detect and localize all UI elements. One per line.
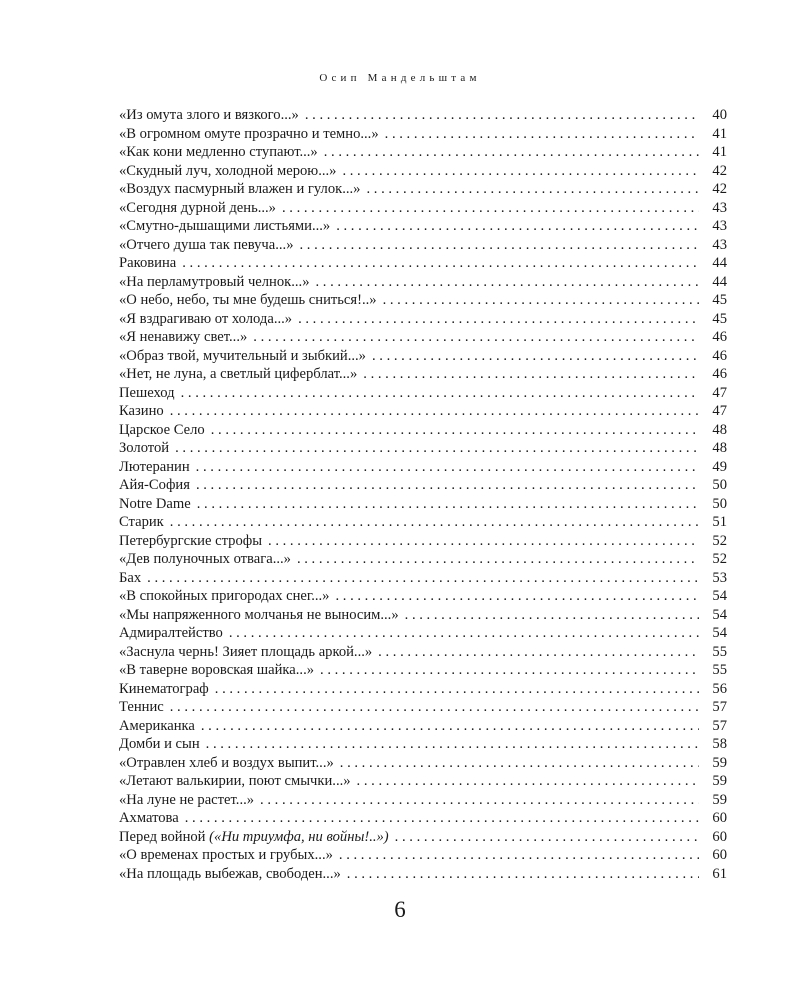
toc-entry-page: 59 <box>712 773 727 789</box>
toc-entry <box>119 143 727 162</box>
toc-entry-title-text: Старик <box>119 514 164 530</box>
toc-entry-title-text: Петербургские строфы <box>119 532 263 549</box>
toc-entry-title-text: Домби и сын <box>119 736 200 752</box>
toc-entry-title-text: Лютеранин <box>119 458 190 475</box>
toc-entry <box>119 347 727 366</box>
toc-entry-page: 56 <box>712 680 727 697</box>
toc-entry <box>119 550 727 569</box>
toc-entry-title <box>119 273 316 292</box>
toc-entry-page: 61 <box>712 865 727 882</box>
toc-entry-title-text: «На площадь выбежав, свободен...» <box>119 865 341 882</box>
toc-entry-title <box>119 661 320 680</box>
dot-leader <box>268 532 699 551</box>
toc-entry <box>119 162 727 181</box>
toc-entry-page: 41 <box>712 125 727 142</box>
toc-entry-title <box>119 476 196 495</box>
dot-leader <box>282 199 699 218</box>
toc-entry-page: 43 <box>712 218 727 234</box>
toc-entry <box>119 254 727 273</box>
dot-leader <box>305 106 699 125</box>
toc-entry-title <box>119 846 339 865</box>
toc-entry-title <box>119 347 372 366</box>
dot-leader <box>147 569 699 588</box>
dot-leader <box>201 717 699 736</box>
toc-entry <box>119 402 727 421</box>
toc-entry-title-text: Перед войной <box>119 828 206 845</box>
dot-leader <box>215 680 699 699</box>
dot-leader <box>357 772 699 791</box>
toc-entry-title <box>119 106 305 125</box>
toc-entry-page: 59 <box>712 754 727 771</box>
dot-leader <box>297 550 699 569</box>
toc-entry-title <box>119 439 175 458</box>
dot-leader <box>378 643 699 662</box>
toc-entry-title-text: Пешеход <box>119 384 175 401</box>
toc-entry-title-text: Золотой <box>119 440 170 456</box>
dot-leader <box>342 162 699 181</box>
toc-entry-title <box>119 310 298 329</box>
toc-entry <box>119 772 727 791</box>
toc-entry <box>119 291 727 310</box>
toc-entry-title-text: «На перламутровый челнок...» <box>119 273 310 290</box>
toc-entry-title <box>119 828 395 847</box>
toc-entry <box>119 865 727 884</box>
toc-entry <box>119 106 727 125</box>
dot-leader <box>335 587 699 606</box>
toc-entry <box>119 439 727 458</box>
toc-entry-title <box>119 421 211 440</box>
toc-entry-page: 60 <box>712 810 727 826</box>
toc-entry <box>119 828 727 847</box>
toc-entry-title-text: «Дев полуночных отвага...» <box>119 551 291 567</box>
toc-entry <box>119 643 727 662</box>
toc-entry-page: 43 <box>712 236 727 253</box>
toc-entry-title <box>119 569 147 588</box>
dot-leader <box>385 125 699 144</box>
toc-entry <box>119 458 727 477</box>
toc-entry <box>119 328 727 347</box>
toc-entry-title-text: «Нет, не луна, а светлый циферблат...» <box>119 366 358 382</box>
toc-entry-page: 52 <box>712 532 727 549</box>
toc-entry <box>119 606 727 625</box>
toc-entry-page: 49 <box>712 458 727 475</box>
toc-entry <box>119 125 727 144</box>
toc-entry-title-text: «На луне не растет...» <box>119 791 255 808</box>
toc-entry-title-text: «Заснула чернь! Зияет площадь аркой...» <box>119 643 373 660</box>
toc-entry <box>119 365 727 384</box>
table-of-contents <box>119 106 727 883</box>
toc-entry-page: 58 <box>712 736 727 752</box>
toc-entry-title <box>119 254 182 273</box>
toc-entry <box>119 569 727 588</box>
toc-entry-title-text: «В спокойных пригородах снег...» <box>119 588 330 604</box>
toc-entry-page: 48 <box>712 421 727 438</box>
toc-entry-title <box>119 328 253 347</box>
dot-leader <box>170 402 699 421</box>
toc-entry-title <box>119 587 335 606</box>
toc-entry-page: 57 <box>712 717 727 734</box>
dot-leader <box>340 754 699 773</box>
toc-entry-subtitle: («Ни триумфа, ни войны!..») <box>209 828 389 845</box>
toc-entry <box>119 587 727 606</box>
toc-entry-page: 46 <box>712 347 727 364</box>
toc-entry-title <box>119 865 347 884</box>
toc-entry-page: 45 <box>712 292 727 308</box>
toc-entry <box>119 754 727 773</box>
toc-entry-title <box>119 513 170 532</box>
toc-entry-title-text: «Я вздрагиваю от холода...» <box>119 310 293 327</box>
toc-entry-title <box>119 698 170 717</box>
toc-entry-title <box>119 717 201 736</box>
toc-entry-title-text: «В таверне воровская шайка...» <box>119 662 315 678</box>
dot-leader <box>181 384 699 403</box>
dot-leader <box>336 217 699 236</box>
toc-entry-title <box>119 458 196 477</box>
toc-entry <box>119 273 727 292</box>
dot-leader <box>339 846 699 865</box>
toc-entry-page: 46 <box>712 366 727 382</box>
toc-entry-title-text: Царское Село <box>119 421 205 438</box>
toc-entry-title <box>119 402 170 421</box>
running-head: Осип Мандельштам <box>319 72 481 84</box>
dot-leader <box>170 513 699 532</box>
toc-entry <box>119 310 727 329</box>
toc-entry-title <box>119 643 378 662</box>
dot-leader <box>229 624 699 643</box>
toc-entry-title <box>119 735 206 754</box>
toc-entry-title <box>119 550 297 569</box>
toc-entry-title-text: «Из омута злого и вязкого...» <box>119 107 299 123</box>
toc-entry <box>119 217 727 236</box>
toc-entry <box>119 717 727 736</box>
toc-entry <box>119 661 727 680</box>
toc-entry-title <box>119 365 363 384</box>
toc-entry-title <box>119 143 324 162</box>
toc-entry-page: 47 <box>712 403 727 419</box>
toc-entry-title-text: Теннис <box>119 699 164 715</box>
dot-leader <box>206 735 699 754</box>
toc-entry-title <box>119 291 383 310</box>
toc-entry-title <box>119 217 336 236</box>
toc-entry-title <box>119 199 282 218</box>
toc-entry <box>119 199 727 218</box>
toc-entry-page: 42 <box>712 181 727 197</box>
dot-leader <box>405 606 699 625</box>
toc-entry-page: 46 <box>712 329 727 345</box>
dot-leader <box>170 698 699 717</box>
toc-entry-page: 55 <box>712 643 727 660</box>
toc-entry-page: 60 <box>712 847 727 863</box>
toc-entry-title-text: Американка <box>119 717 195 734</box>
toc-entry <box>119 809 727 828</box>
toc-entry-title <box>119 606 405 625</box>
toc-entry-title-text: «Смутно-дышащими листьями...» <box>119 218 331 234</box>
toc-entry-title <box>119 809 185 828</box>
dot-leader <box>316 273 700 292</box>
toc-entry-page: 54 <box>712 588 727 604</box>
dot-leader <box>185 809 699 828</box>
toc-entry-page: 41 <box>712 144 727 160</box>
toc-entry <box>119 791 727 810</box>
toc-entry-page: 48 <box>712 440 727 456</box>
toc-entry <box>119 384 727 403</box>
toc-entry-page: 54 <box>712 606 727 623</box>
dot-leader <box>182 254 699 273</box>
toc-entry-title-text: Айя-София <box>119 477 190 493</box>
toc-entry-page: 51 <box>712 514 727 530</box>
dot-leader <box>383 291 699 310</box>
toc-entry-title <box>119 384 181 403</box>
toc-entry-title <box>119 162 342 181</box>
dot-leader <box>320 661 699 680</box>
dot-leader <box>196 458 699 477</box>
toc-entry-title-text: «Образ твой, мучительный и зыбкий...» <box>119 347 366 364</box>
toc-entry <box>119 236 727 255</box>
toc-entry-title <box>119 624 229 643</box>
toc-entry-title <box>119 680 215 699</box>
toc-entry-title-text: «Летают валькирии, поют смычки...» <box>119 773 351 789</box>
toc-entry-page: 50 <box>712 477 727 493</box>
page-number: 6 <box>394 897 406 922</box>
toc-entry-title-text: Ахматова <box>119 810 179 826</box>
toc-entry-page: 59 <box>712 791 727 808</box>
toc-entry <box>119 513 727 532</box>
toc-entry <box>119 624 727 643</box>
toc-entry-page: 44 <box>712 273 727 290</box>
toc-entry <box>119 698 727 717</box>
dot-leader <box>366 180 699 199</box>
dot-leader <box>372 347 699 366</box>
toc-entry-page: 40 <box>712 107 727 123</box>
toc-entry-page: 57 <box>712 699 727 715</box>
toc-entry-title <box>119 772 357 791</box>
toc-entry-page: 50 <box>712 495 727 512</box>
dot-leader <box>211 421 699 440</box>
toc-entry <box>119 846 727 865</box>
toc-entry-title <box>119 125 385 144</box>
toc-entry-title <box>119 532 268 551</box>
toc-entry-title-text: «В огромном омуте прозрачно и темно...» <box>119 125 379 142</box>
dot-leader <box>197 495 699 514</box>
toc-entry-title-text: «Скудный луч, холодной мерою...» <box>119 162 337 179</box>
toc-entry-title-text: «Воздух пасмурный влажен и гулок...» <box>119 181 361 197</box>
toc-entry-page: 43 <box>712 199 727 216</box>
toc-entry <box>119 532 727 551</box>
toc-entry <box>119 476 727 495</box>
dot-leader <box>260 791 699 810</box>
dot-leader <box>347 865 699 884</box>
dot-leader <box>175 439 699 458</box>
toc-entry <box>119 735 727 754</box>
dot-leader <box>300 236 700 255</box>
dot-leader <box>298 310 699 329</box>
toc-entry-title-text: «Как кони медленно ступают...» <box>119 144 318 160</box>
toc-entry-title-text: Notre Dame <box>119 495 191 512</box>
toc-entry <box>119 421 727 440</box>
toc-entry-title-text: Бах <box>119 569 142 586</box>
toc-entry-title-text: Кинематограф <box>119 680 209 697</box>
toc-entry-page: 55 <box>712 662 727 678</box>
toc-entry-title-text: «Я ненавижу свет...» <box>119 329 248 345</box>
toc-entry-page: 45 <box>712 310 727 327</box>
toc-entry <box>119 180 727 199</box>
toc-entry-title <box>119 791 260 810</box>
dot-leader <box>395 828 699 847</box>
toc-entry-page: 60 <box>712 828 727 845</box>
dot-leader <box>196 476 699 495</box>
toc-entry-title-text: «Мы напряженного молчанья не выносим...» <box>119 606 399 623</box>
toc-entry-title <box>119 236 300 255</box>
toc-entry-title <box>119 495 197 514</box>
toc-entry-title <box>119 754 340 773</box>
toc-entry-title-text: «Отчего душа так певуча...» <box>119 236 294 253</box>
toc-entry-title-text: «Отравлен хлеб и воздух выпит...» <box>119 754 334 771</box>
toc-entry <box>119 495 727 514</box>
toc-entry-page: 44 <box>712 255 727 271</box>
dot-leader <box>324 143 699 162</box>
toc-entry-title-text: Казино <box>119 403 164 419</box>
toc-entry-title-text: «О небо, небо, ты мне будешь сниться!..» <box>119 292 377 308</box>
toc-entry-title-text: Адмиралтейство <box>119 625 223 641</box>
dot-leader <box>363 365 699 384</box>
toc-entry <box>119 680 727 699</box>
toc-entry-title-text: «Сегодня дурной день...» <box>119 199 276 216</box>
dot-leader <box>253 328 699 347</box>
toc-entry-page: 54 <box>712 625 727 641</box>
toc-entry-page: 42 <box>712 162 727 179</box>
toc-entry-title-text: Раковина <box>119 255 177 271</box>
toc-entry-page: 52 <box>712 551 727 567</box>
toc-entry-page: 53 <box>712 569 727 586</box>
toc-entry-title-text: «О временах простых и грубых...» <box>119 847 333 863</box>
toc-entry-title <box>119 180 366 199</box>
toc-entry-page: 47 <box>712 384 727 401</box>
